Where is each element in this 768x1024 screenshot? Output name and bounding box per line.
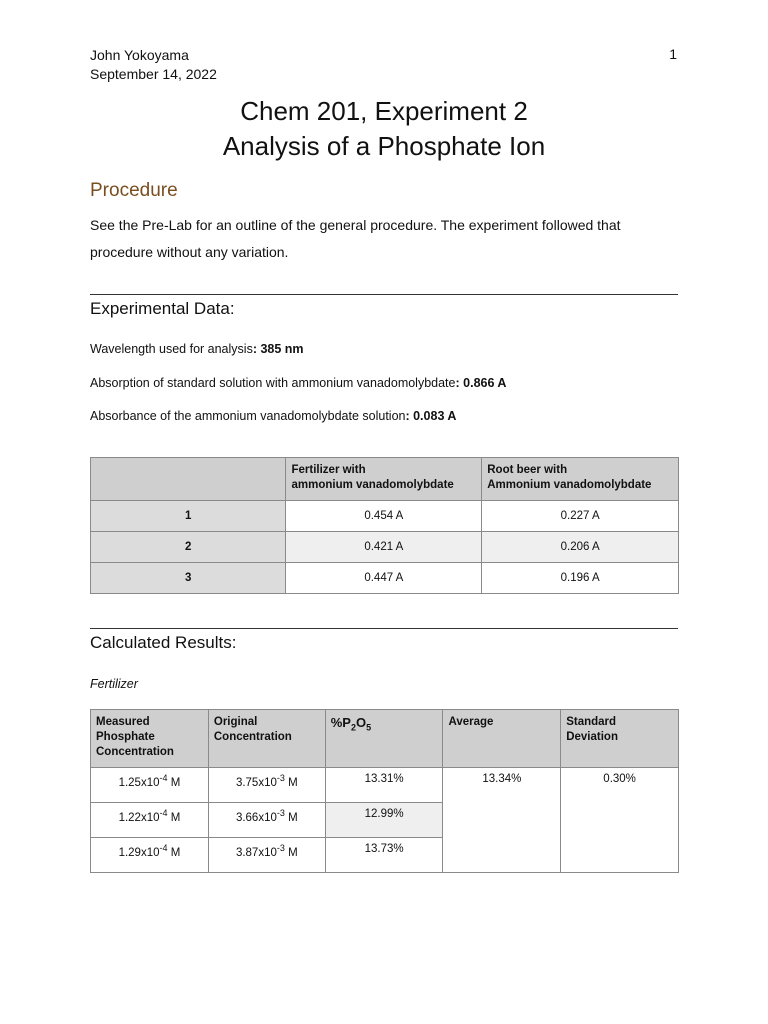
section-divider [90, 294, 678, 295]
page-title [0, 94, 768, 164]
wavelength-line: Wavelength used for analysis: 385 nm [90, 342, 304, 356]
page-number: 1 [669, 46, 677, 62]
percent-p2o5: 13.73% [325, 838, 443, 873]
trial-number: 2 [91, 532, 286, 563]
table-row [91, 501, 679, 532]
percent-p2o5: 13.31% [325, 768, 443, 803]
trial-number: 1 [91, 501, 286, 532]
wavelength-value: 385 nm [260, 342, 304, 356]
table-cell: 0.454 A [286, 501, 482, 532]
standard-absorption-value: 0.866 A [463, 376, 507, 390]
average-value: 13.34% [443, 768, 561, 873]
trial-number: 3 [91, 563, 286, 594]
title-line-2: Analysis of a Phosphate Ion [222, 131, 546, 161]
original-concentration: $3.87x10^{-3}$ M [208, 838, 325, 873]
table-header-row [91, 710, 679, 768]
table-header-row [91, 458, 679, 501]
results-table [90, 709, 679, 873]
standard-absorption-line: Absorption of standard solution with ammonium vanadomolybdate: 0.866 A [90, 376, 507, 390]
table-row [91, 532, 679, 563]
table-header-cell: Standard Deviation [561, 710, 679, 768]
table-header-cell: Original Concentration [208, 710, 325, 768]
table-cell: 0.447 A [286, 563, 482, 594]
procedure-heading: Procedure [90, 180, 178, 201]
report-date: September 14, 2022 [90, 66, 217, 82]
experimental-heading: Experimental Data: [90, 299, 235, 318]
header-block [90, 46, 217, 84]
original-concentration: $3.75x10^{-3}$ M [208, 768, 325, 803]
table-row [91, 563, 679, 594]
blank-absorbance-line: Absorbance of the ammonium vanadomolybdate solution: 0.083 A [90, 409, 457, 423]
standard-absorption-label: Absorption of standard solution with ammonium vanadomolybdate [90, 376, 456, 390]
fertilizer-subheading: Fertilizer [90, 677, 138, 691]
calculated-heading: Calculated Results: [90, 633, 237, 652]
std-dev-value: 0.30% [561, 768, 679, 873]
table-header-cell: Fertilizer with ammonium vanadomolybdate [286, 458, 482, 501]
absorbance-table [90, 457, 679, 594]
original-concentration: $3.66x10^{-3}$ M [208, 803, 325, 838]
measured-concentration: $1.25x10^{-4}$ M [91, 768, 209, 803]
table-header-cell: Root beer with Ammonium vanadomolybdate [482, 458, 679, 501]
procedure-text: See the Pre-Lab for an outline of the general procedure. The experiment followed that procedure without any variation. [90, 217, 621, 260]
table-cell: 0.196 A [482, 563, 679, 594]
blank-absorbance-label: Absorbance of the ammonium vanadomolybdate solution [90, 409, 406, 423]
table-header-cell: Average [443, 710, 561, 768]
measured-concentration: $1.29x10^{-4}$ M [91, 838, 209, 873]
title-line-1: Chem 201, Experiment 2 [240, 96, 528, 126]
table-cell: 0.206 A [482, 532, 679, 563]
percent-p2o5: 12.99% [325, 803, 443, 838]
table-row [91, 768, 679, 803]
section-divider [90, 628, 678, 629]
measured-concentration: $1.22x10^{-4}$ M [91, 803, 209, 838]
table-cell: 0.421 A [286, 532, 482, 563]
table-header-cell [91, 458, 286, 501]
wavelength-label: Wavelength used for analysis [90, 342, 253, 356]
blank-absorbance-value: 0.083 A [413, 409, 457, 423]
table-header-cell: $\%P_2O_5$ [325, 710, 443, 768]
table-cell: 0.227 A [482, 501, 679, 532]
table-header-cell: Measured Phosphate Concentration [91, 710, 209, 768]
author-name: John Yokoyama [90, 47, 189, 63]
